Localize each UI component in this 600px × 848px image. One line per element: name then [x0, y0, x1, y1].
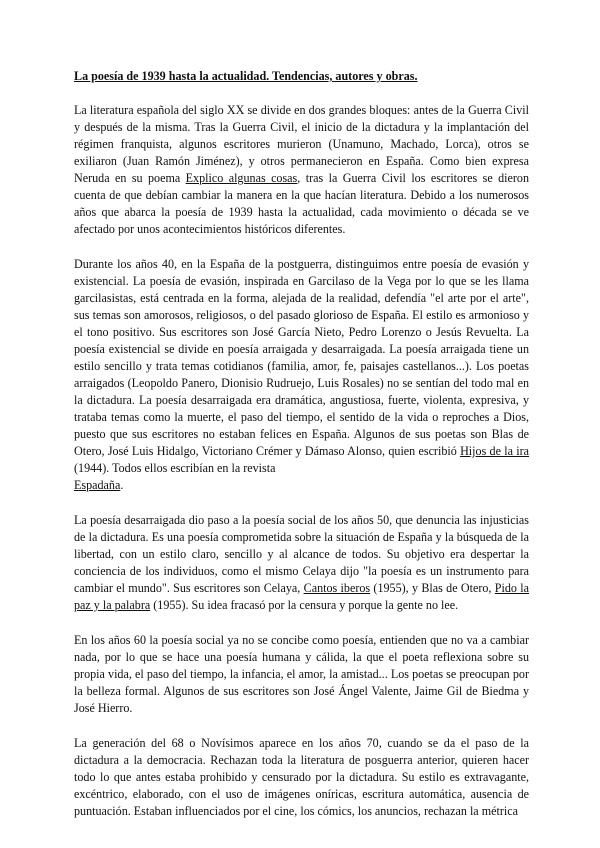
paragraph-60s: En los años 60 la poesía social ya no se concibe como poesía, entienden que no va a cambiar nada, por lo que se hace una poesía humana y cálida, la que el poeta reflexiona sobre su propia vida, el paso del tiempo, la infancia, el amor, la amistad... Los poetas se preocupan por la belleza formal. Algunos de sus escritores son José Ángel Valente, Jaime Gil de Biedma y José Hierro. — [74, 633, 529, 715]
paragraph-text: . — [120, 478, 124, 492]
document-title: La poesía de 1939 hasta la actualidad. Tendencias, autores y obras. — [74, 69, 418, 83]
book-title-link: Hijos de la ira — [460, 444, 529, 458]
paragraph-50s — [74, 512, 529, 614]
paragraph-40s — [74, 256, 529, 494]
paragraph-70s: La generación del 68 o Novísimos aparece en los años 70, cuando se da el paso de la dictadura a la democracia. Rechazan toda la literatura de posguerra anterior, quieren hacer todo lo que antes estaba prohibido y censurado por la dictadura. Su estilo es extravagante, excéntrico, elaborado, con el uso de imágenes oníricas, escritura automática, ausencia de puntuación. Estaban influenciados por el cine, los cómics, los anuncios, rechazan la métrica — [74, 736, 529, 818]
poem-title-link: Explico algunas cosas — [185, 171, 298, 185]
paragraph-text: Durante los años 40, en la España de la postguerra, distinguimos entre poesía de evasión y existencial. La poesía de evasión, inspirada en Garcilaso de la Vega por lo que se les llama garcilasistas, está centrada en la forma, alejada de la realidad, defendía "el arte por el arte", sus temas son amorosos, religiosos, o del pasado glorioso de España. El estilo es armonioso y el tono positivo. Sus escritores son José García Nieto, Pedro Lorenzo o Jesús Revuelta. La poesía existencial se divide en poesía arraigada y desarraigada. La poesía arraigada tiene un estilo sencillo y trata temas cotidianos (familia, amor, fe, paisajes castellanos...). Los poetas arraigados (Leopoldo Panero, Dionisio Rudruejo, Luis Rosales) no se sentían del todo mal en la dictadura. La poesía desarraigada era dramática, angustiosa, fuerte, violenta, expresiva, y trataba temas como la muerte, el paso del tiempo, el sentido de la vida o reproches a Dios, puesto que sus escritores no estaban felices en España. Algunos de sus poetas son Blas de Otero, José Luis Hidalgo, Victoriano Crémer y Dámaso Alonso, quien escribió — [74, 257, 529, 458]
paragraph-text: (1955), y Blas de Otero, — [370, 581, 495, 595]
paragraph-text: (1944). Todos ellos escribían en la revista — [74, 461, 276, 475]
document-page — [74, 68, 529, 838]
book-title-link: Cantos iberos — [303, 581, 371, 595]
paragraph-intro — [74, 102, 529, 238]
paragraph-text: La literatura española del siglo XX se divide en dos grandes bloques: antes de la Guerra Civil y después de la misma. Tras la Guerra Civil, el inicio de la dictadura y la implantación del régimen franquista, algunos escritores murieron (Unamuno, Machado, Lorca), otros se exiliaron (Juan Ramón Jiménez), y otros permanecieron en España. Como bien expresa Neruda en su poema — [74, 103, 529, 185]
book-title-link: Pido la paz y la palabra — [74, 581, 530, 612]
magazine-title-link: Espadaña — [74, 478, 121, 492]
paragraph-text: La poesía desarraigada dio paso a la poesía social de los años 50, que denuncia las injusticias de la dictadura. Es una poesía comprometida sobre la situación de España y la búsqueda de la libertad, con un estilo claro, sencillo y al alcance de todos. Su objetivo era despertar la conciencia de los individuos, como el mismo Celaya dijo "la poesía es un instrumento para cambiar el mundo". Sus escritores son Celaya, — [74, 513, 529, 595]
paragraph-text: (1955). Su idea fracasó por la censura y porque la gente no lee. — [150, 598, 459, 612]
paragraph-text: , tras la Guerra Civil los escritores se dieron cuenta de que debían cambiar la manera en la que hacían literatura. Debido a los numerosos años que abarca la poesía de 1939 hasta la actualidad, cada movimiento o década se ve afectado por unos acontecimientos históricos diferentes. — [74, 171, 529, 236]
